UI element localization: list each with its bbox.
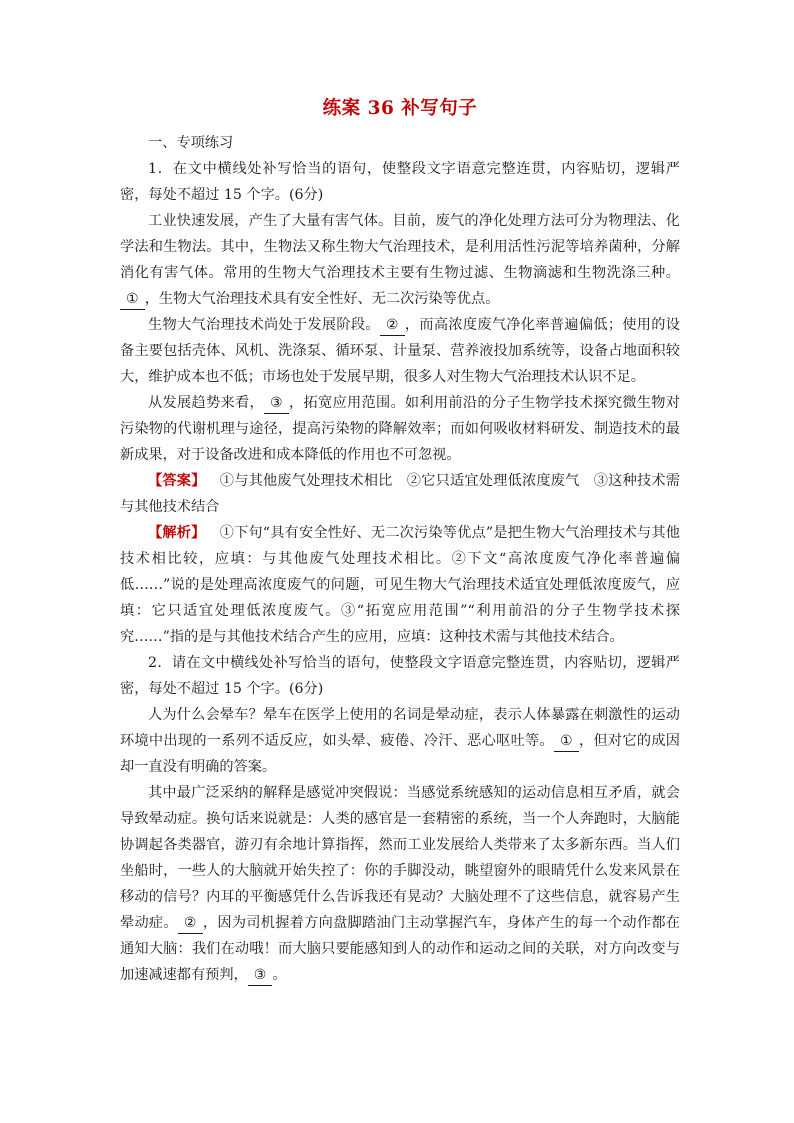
text-segment: 其中最广泛采纳的解释是感觉冲突假说：当感觉系统感知的运动信息相互矛盾，就会导致晕动症。换句话来说就是：人类的感官是一套精密的系统，当一个人奔跑时，大脑能协调起各类器官，游刃有余地计算指挥，然而工业发展给人类带来了太多新东西。当人们坐船时，一些人的大脑就开始失控了：你的手脚没动，眺望窗外的眼睛凭什么发来风景在移动的信号？内耳的平衡感凭什么告诉我还有晃动？大脑处理不了这些信息，就容易产生晕动症。 [120,785,680,931]
answer-tag: 【答案】 [148,473,206,489]
text-segment: 生物大气治理技术尚处于发展阶段。 [148,317,380,333]
fill-blank-3: ③ [248,965,273,986]
document-content [120,96,680,988]
text-segment: ，拓宽应用范围。如利用前沿的分子生物学技术探究微生物对污染物的代谢机理与途径，提高污染物的降解效率；而如何吸收材料研发、制造技术的最新成果，对于设备改进和成本降低的作用也不可忽视。 [120,395,680,463]
text-segment: ，因为司机握着方向盘脚踏油门主动掌握汽车，身体产生的每一个动作都在通知大脑：我们在动哦！而大脑只要能感知到人的动作和运动之间的关联，对方向改变与加速减速都有预判， [120,915,680,983]
answer-item-1: ①与其他废气处理技术相比 [219,473,393,489]
question-1-paragraph-2 [120,312,680,390]
text-segment: 。 [272,967,287,983]
text-segment: 工业快速发展，产生了大量有害气体。目前，废气的净化处理方法可分为物理法、化学法和生物法。其中，生物法又称生物大气治理技术，是利用活性污泥等培养菌种，分解消化有害气体。常用的生物大气治理技术主要有生物过滤、生物滴滤和生物洗涤三种。 [120,213,680,281]
question-1-paragraph-1 [120,208,680,312]
text-segment: ，生物大气治理技术具有安全性好、无二次污染等优点。 [144,291,500,307]
text-segment: 人为什么会晕车？晕车在医学上使用的名词是晕动症，表示人体暴露在刺激性的运动环境中出现的一系列不适反应，如头晕、疲倦、冷汗、恶心呕吐等。 [120,707,680,749]
question-1-answer [120,468,680,520]
fill-blank-1: ① [120,289,145,310]
fill-blank-3: ③ [264,393,289,414]
question-2-prompt: 2．请在文中横线处补写恰当的语句，使整段文字语意完整连贯，内容贴切，逻辑严密，每处不超过 15 个字。(6分) [120,655,680,697]
analysis-text: ①下句“具有安全性好、无二次污染等优点”是把生物大气治理技术与其他技术相比较，应填：与其他废气处理技术相比。②下文“高浓度废气净化率普遍偏低……”说的是处理高浓度废气的问题，可见生物大气治理技术适宜处理低浓度废气，应填：它只适宜处理低浓度废气。③“拓宽应用范围”“利用前沿的分子生物学技术探究……”指的是与其他技术结合产生的应用，应填：这种技术需与其他技术结合。 [120,525,680,645]
question-1-paragraph-3 [120,390,680,468]
page-title: 练案 36 补写句子 [322,98,478,119]
text-segment: ，而高浓度废气净化率普遍偏低；使用的设备主要包括壳体、风机、洗涤泵、循环泵、计量泵、营养液投加系统等，设备占地面积较大，维护成本也不低；市场也处于发展早期，很多人对生物大气治理技术认识不足。 [120,317,680,385]
answer-item-2: ②它只适宜处理低浓度废气 [406,473,580,489]
question-2-paragraph-1 [120,702,680,780]
fill-blank-1: ① [554,731,579,752]
analysis-tag: 【解析】 [148,525,206,541]
fill-blank-2: ② [380,315,405,336]
fill-blank-2: ② [178,913,203,934]
answer-item-3: ③这种技术需与其他技术结合 [120,473,680,515]
question-1-analysis [120,520,680,650]
text-segment: 从发展趋势来看， [148,395,264,411]
section-heading: 一、专项练习 [148,135,234,151]
question-2-paragraph-2 [120,780,680,988]
text-segment: ，但对它的成因却一直没有明确的答案。 [120,733,680,775]
question-1-prompt: 1．在文中横线处补写恰当的语句，使整段文字语意完整连贯，内容贴切，逻辑严密，每处不超过 15 个字。(6分) [120,161,680,203]
